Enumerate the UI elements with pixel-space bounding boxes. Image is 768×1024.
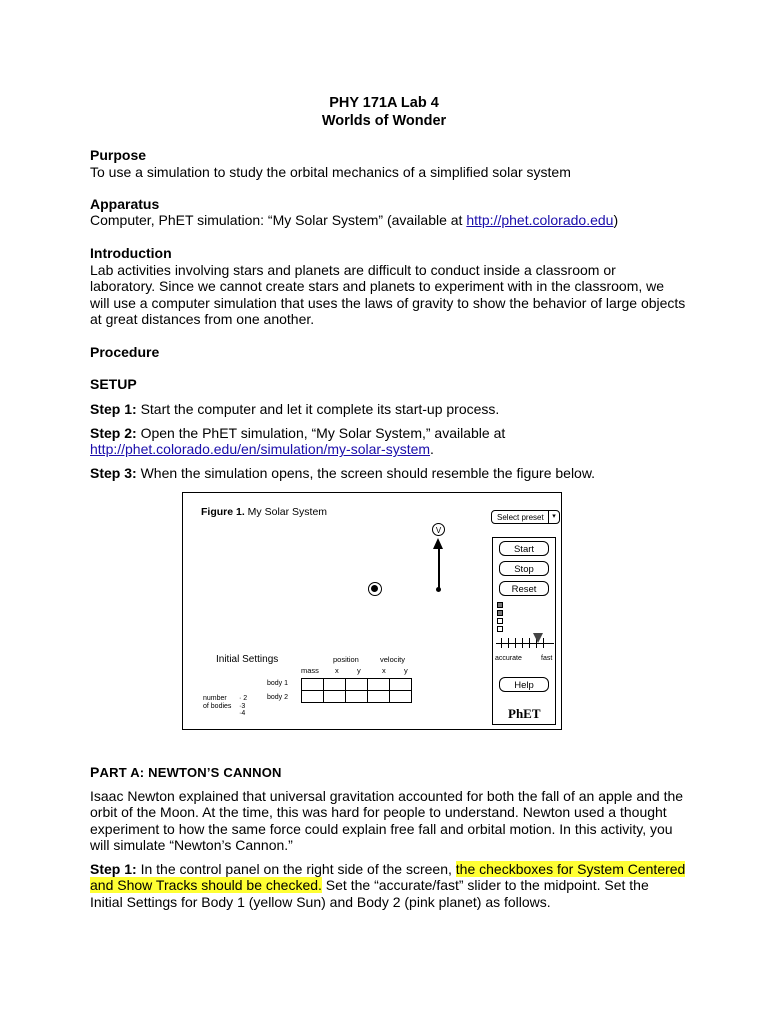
velocity-marker: V — [432, 523, 445, 536]
slider-tick — [508, 638, 509, 648]
number-option: ·3 — [239, 702, 246, 710]
purpose-text: To use a simulation to study the orbital mechanics of a simplified solar system — [90, 164, 571, 180]
intro-line: Lab activities involving stars and planets are difficult to conduct inside a classroom or — [90, 262, 616, 278]
part-a-line: will simulate “Newton’s Cannon.” — [90, 837, 293, 854]
highlighted-text: the checkboxes for System Centered — [455, 861, 686, 877]
part-a-intro — [90, 788, 690, 854]
phet-link[interactable]: http://phet.colorado.edu — [466, 212, 614, 228]
setup-step-3 — [90, 465, 690, 481]
slider-label-fast: fast — [541, 655, 553, 662]
setup-step-2 — [90, 425, 690, 458]
step-text: In the control panel on the right side of the screen, — [136, 861, 456, 877]
apparatus-heading: Apparatus — [90, 196, 160, 212]
slider-tick — [543, 638, 544, 648]
intro-line: laboratory. Since we cannot create stars and planets to experiment with in the classroom, we — [90, 278, 665, 295]
chevron-down-icon: ▾ — [548, 511, 559, 523]
step-text: Open the PhET simulation, “My Solar System,” available at — [136, 425, 506, 441]
step-text: Start the computer and let it complete its start-up process. — [136, 401, 500, 417]
introduction-heading: Introduction — [90, 245, 172, 261]
sun-body — [368, 582, 382, 596]
figure-caption-text: My Solar System — [244, 506, 328, 518]
row-body-2: body 2 — [267, 694, 289, 701]
number-label-line: of bodies — [203, 702, 232, 710]
slider-label-accurate: accurate — [495, 655, 522, 662]
course-title: PHY 171A Lab 4 — [329, 95, 439, 111]
intro-line: will use a computer simulation that uses the laws of gravity to show the behavior of large objects — [90, 294, 686, 311]
grid-cell — [324, 679, 346, 691]
speed-slider-track — [496, 643, 554, 644]
column-x: x — [382, 666, 386, 675]
checkbox — [497, 618, 503, 624]
part-a-line: experiment to how the same force could explain free fall and orbital motion. In this activity, you — [90, 820, 673, 837]
step-text: When the simulation opens, the screen should resemble the figure below. — [136, 465, 596, 481]
number-label-line: number — [203, 695, 227, 702]
grid-cell — [390, 679, 412, 691]
figure-my-solar-system — [182, 492, 562, 730]
checkbox — [497, 626, 503, 632]
step-text-end: . — [430, 441, 434, 458]
step-label: Step 3: — [90, 465, 137, 481]
grid-cell — [302, 691, 324, 703]
start-button: Start — [499, 541, 549, 556]
speed-slider-thumb — [533, 633, 543, 643]
slider-tick — [515, 638, 516, 648]
help-button: Help — [499, 677, 549, 692]
grid-cell — [346, 679, 368, 691]
initial-settings-grid — [301, 678, 412, 703]
column-velocity: velocity — [380, 655, 406, 664]
part-a-line: Isaac Newton explained that universal gravitation accounted for both the fall of an apple and the — [90, 788, 684, 804]
slider-tick — [522, 638, 523, 648]
step-label: Step 1: — [90, 861, 137, 877]
grid-cell — [390, 691, 412, 703]
row-body-1: body 1 — [267, 680, 289, 687]
simulation-link[interactable]: http://phet.colorado.edu/en/simulation/my-solar-system — [90, 441, 431, 458]
number-of-bodies-options — [239, 695, 247, 718]
grid-cell — [324, 691, 346, 703]
velocity-vector — [438, 547, 440, 589]
column-y: y — [404, 666, 408, 675]
grid-cell — [302, 679, 324, 691]
figure-caption-label: Figure 1. — [201, 506, 245, 518]
procedure-heading: Procedure — [90, 344, 160, 360]
step-text: Set the “accurate/fast” slider to the midpoint. Set the — [321, 877, 649, 894]
part-a-line: orbit of the Moon. At the time, this was hard for people to understand. Newton used a thought — [90, 804, 667, 821]
intro-line: at great distances from one another. — [90, 311, 315, 328]
column-position: position — [333, 655, 359, 664]
checkbox-checked — [497, 610, 503, 616]
highlighted-text: and Show Tracks should be checked. — [90, 877, 322, 894]
part-a-heading-initial: P — [90, 764, 100, 780]
slider-tick — [529, 638, 530, 648]
purpose-heading: Purpose — [90, 147, 147, 163]
control-panel — [492, 537, 556, 725]
select-preset-label: Select preset — [497, 513, 544, 522]
column-mass: mass — [301, 666, 319, 675]
apparatus-text — [90, 212, 690, 228]
lab-title: Worlds of Wonder — [321, 113, 447, 129]
slider-tick — [501, 638, 502, 648]
part-a-heading — [90, 764, 282, 780]
step-label: Step 1: — [90, 401, 137, 417]
stop-button: Stop — [499, 561, 549, 576]
select-preset-dropdown — [491, 510, 560, 524]
column-x: x — [335, 666, 339, 675]
number-option: ·4 — [239, 710, 246, 717]
planet-body — [436, 587, 441, 592]
initial-settings-title: Initial Settings — [216, 654, 279, 665]
step-label: Step 2: — [90, 425, 137, 441]
reset-button: Reset — [499, 581, 549, 596]
part-a-step-1 — [90, 861, 690, 910]
apparatus-text-end: ) — [613, 212, 619, 228]
number-option: · 2 — [239, 695, 248, 702]
grid-cell — [346, 691, 368, 703]
part-a-heading-text: ART A: NEWTON’S CANNON — [99, 765, 282, 780]
figure-caption — [201, 506, 327, 518]
phet-logo: PhET — [508, 706, 541, 721]
grid-cell — [368, 679, 390, 691]
number-of-bodies-label — [203, 695, 231, 710]
column-y: y — [357, 666, 361, 675]
apparatus-text-start: Computer, PhET simulation: “My Solar System” (available at — [90, 212, 467, 228]
introduction-text — [90, 262, 690, 328]
setup-step-1 — [90, 401, 690, 417]
setup-heading: SETUP — [90, 376, 137, 392]
grid-cell — [368, 691, 390, 703]
step-text: Initial Settings for Body 1 (yellow Sun) and Body 2 (pink planet) as follows. — [90, 893, 551, 910]
checkbox-checked — [497, 602, 503, 608]
